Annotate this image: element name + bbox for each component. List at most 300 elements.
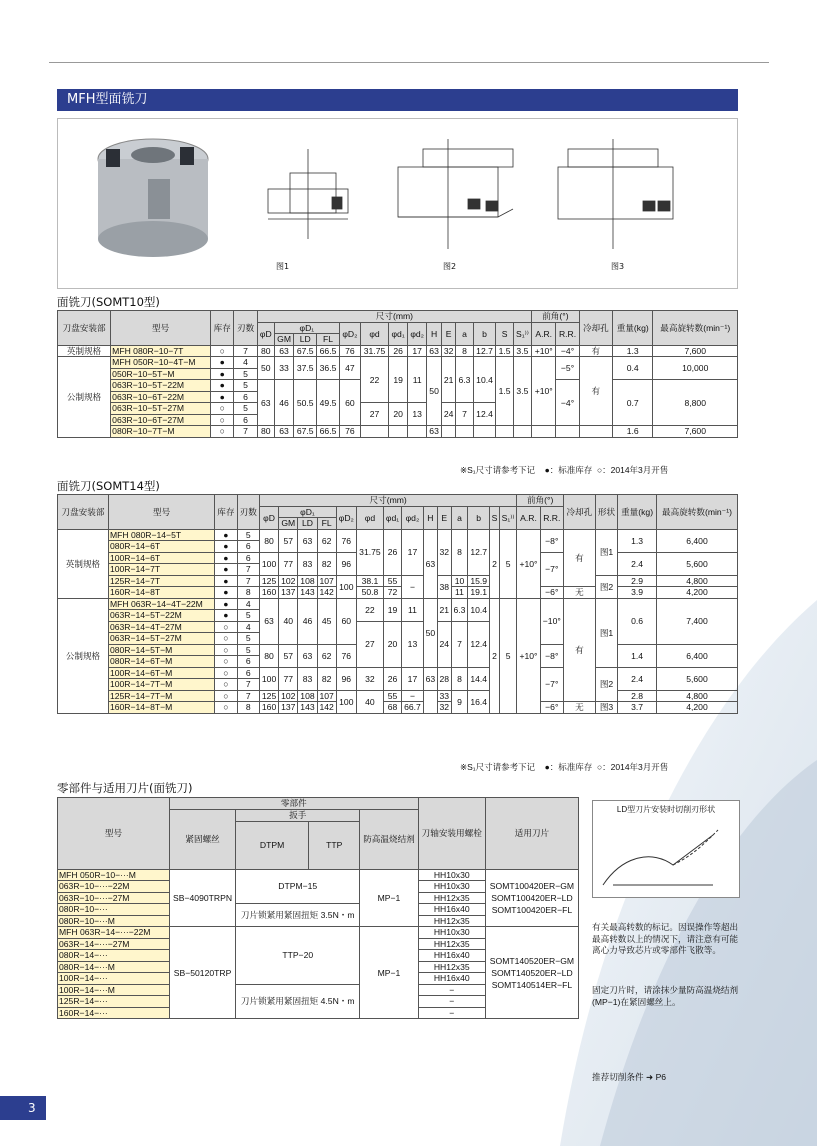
table-cell: 4,800	[656, 690, 737, 702]
table-cell: 7	[237, 564, 259, 576]
table-cell: LD	[298, 518, 317, 530]
table-cell: 125	[259, 575, 278, 587]
table-cell: 尺寸(mm)	[259, 495, 516, 507]
table-cell: a	[456, 322, 473, 345]
table-cell: 3.5	[513, 345, 531, 357]
table-cell: 英制规格	[58, 345, 111, 357]
parts-title: 零部件与适用刀片(面铣刀)	[57, 781, 193, 795]
table-cell: HH16x40	[418, 973, 485, 985]
table-cell: SB−4090TRPN	[170, 869, 236, 927]
table-cell: 6,400	[656, 644, 737, 667]
table-cell: 4	[237, 621, 259, 633]
table-cell: R.R.	[556, 322, 579, 345]
table-cell: 6.3	[456, 357, 473, 403]
table-cell: HH12x35	[418, 961, 485, 973]
table-cell: DTPM	[236, 821, 309, 869]
table-cell: 0.4	[613, 357, 653, 380]
table-cell: MFH 050R−10−4T−M	[111, 357, 211, 369]
table-cell: 160R−14−···	[58, 1007, 170, 1019]
table-cell: 50.8	[356, 587, 383, 599]
table-cell: ●	[215, 598, 237, 610]
table-cell: 12.4	[473, 403, 496, 426]
table-cell: MFH 050R−10−···M	[58, 869, 170, 881]
table-cell: 22	[356, 598, 383, 621]
table-row	[58, 927, 579, 939]
table-cell: 40	[279, 598, 298, 644]
table-cell: 107	[317, 575, 336, 587]
table-cell: 50.5	[294, 380, 317, 426]
table-cell: HH16x40	[418, 904, 485, 916]
ld-diagram-title: LD型刀片安装时切削刃形状	[616, 805, 716, 814]
table-cell	[389, 426, 408, 438]
table-cell: SOMT100420ER−GM SOMT100420ER−LD SOMT100420ER−FL	[485, 869, 578, 927]
table-cell: 063R−10−···−22M	[58, 881, 170, 893]
fig3-drawing	[558, 139, 673, 249]
arrow-icon: ➜	[645, 1072, 654, 1082]
fig1-caption: 图1	[276, 262, 290, 271]
table-cell	[532, 426, 556, 438]
table-cell: −5°	[556, 357, 579, 380]
table-cell: 5	[234, 403, 257, 415]
table-cell: 137	[279, 587, 298, 599]
table-cell: 27	[360, 403, 388, 426]
table-cell: 24	[441, 403, 456, 426]
table-cell: 57	[279, 529, 298, 552]
table-cell: 7	[234, 426, 257, 438]
table-cell: 2.4	[618, 667, 657, 690]
table-cell: S	[496, 322, 513, 345]
table-cell: 8	[237, 702, 259, 714]
table-cell: 19	[384, 598, 402, 621]
table-row	[58, 667, 738, 679]
table-cell: 32	[356, 667, 383, 690]
table-cell: 10.4	[468, 598, 490, 621]
table-cell: 5	[237, 633, 259, 645]
table-cell: 063R−10−5T−22M	[111, 380, 211, 392]
table-cell: 77	[279, 552, 298, 575]
fig1-drawing	[268, 149, 348, 239]
table-cell: 5	[499, 598, 517, 713]
table-cell: FL	[317, 334, 340, 346]
table-cell: 15.9	[468, 575, 490, 587]
table-cell: 库存	[211, 311, 234, 346]
table-cell: 080R−14−···	[58, 950, 170, 962]
table-cell: 2	[490, 598, 500, 713]
table-cell: 6	[234, 391, 257, 403]
table-cell: 4	[234, 357, 257, 369]
table-cell: φD₁	[274, 322, 339, 334]
table-cell: 142	[317, 587, 336, 599]
table-cell: ○	[215, 656, 237, 668]
table-cell: 库存	[215, 495, 237, 530]
table2-title: 面铣刀(SOMT14型)	[57, 479, 160, 493]
table-cell: 12.7	[468, 529, 490, 575]
table-cell: 83	[298, 552, 317, 575]
table-cell: 55	[384, 575, 402, 587]
table-cell: 100R−14−···	[58, 973, 170, 985]
table-cell: a	[451, 506, 468, 529]
table-cell: 4,800	[656, 575, 737, 587]
table-cell: 142	[317, 702, 336, 714]
table-cell: 125	[259, 690, 278, 702]
table-cell	[579, 426, 612, 438]
table-cell: φd	[356, 506, 383, 529]
figure-panel	[57, 118, 738, 289]
table-cell: 36.5	[317, 357, 340, 380]
table-cell: 防高温烧结剂	[360, 809, 418, 869]
table-cell: 108	[298, 575, 317, 587]
table-cell: S	[490, 506, 500, 529]
table-cell: −6°	[540, 587, 563, 599]
table-cell: 无	[563, 702, 595, 714]
table-cell: 125R−14−···	[58, 996, 170, 1008]
table-row	[58, 345, 738, 357]
table-cell: 零部件	[170, 798, 419, 810]
table-cell: ○	[211, 426, 234, 438]
table-cell: GM	[274, 334, 293, 346]
table-cell: −4°	[556, 380, 579, 426]
table-cell: 刃数	[237, 495, 259, 530]
table-cell: φd₂	[408, 322, 427, 345]
table-cell: 46	[274, 380, 293, 426]
table-cell: −	[418, 984, 485, 996]
table-cell: 57	[279, 644, 298, 667]
table-cell: 63	[257, 380, 274, 426]
table-cell: ○	[215, 633, 237, 645]
table-cell: 5	[499, 529, 517, 598]
table-cell: 63	[274, 345, 293, 357]
table-cell: 63	[427, 426, 442, 438]
table-cell: ○	[215, 644, 237, 656]
table-cell: ●	[211, 380, 234, 392]
table-cell	[473, 426, 496, 438]
table-cell: 5	[237, 610, 259, 622]
table-cell: 31.75	[360, 345, 388, 357]
table-cell: SOMT140520ER−GM SOMT140520ER−LD SOMT140514ER−FL	[485, 927, 578, 1019]
table-cell: 3.7	[618, 702, 657, 714]
table-cell: −8°	[540, 529, 563, 552]
table-cell: 7	[237, 679, 259, 691]
table-cell: 50	[427, 357, 442, 426]
table-row	[58, 426, 738, 438]
table-cell: HH12x35	[418, 892, 485, 904]
cutting-conditions-link[interactable]: 推荐切削条件 ➜ P6	[592, 1072, 667, 1082]
table-cell: 5	[237, 529, 259, 541]
table-cell: 4,200	[656, 702, 737, 714]
table-row	[58, 598, 738, 610]
table-cell: 63	[427, 345, 442, 357]
table-cell: 图1	[595, 529, 617, 575]
table-cell: 63	[259, 598, 278, 644]
table-cell	[423, 690, 437, 713]
table-cell: 4,200	[656, 587, 737, 599]
table-cell: 10	[451, 575, 468, 587]
table-cell: −	[402, 575, 424, 598]
table-cell: 前角(°)	[517, 495, 564, 507]
table-cell: 102	[279, 575, 298, 587]
table-cell: 1.5	[496, 357, 513, 426]
table-cell: 12.4	[468, 621, 490, 667]
table-cell: 160R−14−8T−M	[108, 702, 214, 714]
table-cell: −	[418, 996, 485, 1008]
table-cell: 080R−10−···M	[58, 915, 170, 927]
table-cell: b	[468, 506, 490, 529]
table-cell: 7,600	[653, 426, 738, 438]
table-cell: φd	[360, 322, 388, 345]
table-cell: 7	[234, 345, 257, 357]
table-cell: 40	[356, 690, 383, 713]
table-cell: 7	[237, 690, 259, 702]
table-cell: 14.4	[468, 667, 490, 690]
table-cell: ●	[215, 575, 237, 587]
table-row	[58, 357, 738, 369]
rpm-note: 有关最高转数的标记。因误操作等超出最高转数以上的情况下，请注意有可能离心力导致芯片或零部件飞散等。	[592, 922, 739, 955]
table-cell: E	[437, 506, 451, 529]
top-rule	[49, 62, 769, 63]
table-cell: 80	[257, 345, 274, 357]
table-cell: 图3	[595, 702, 617, 714]
table-cell: 49.5	[317, 380, 340, 426]
table-cell: φD₁	[279, 506, 337, 518]
table-cell: 63	[298, 644, 317, 667]
table-cell: 形状	[595, 495, 617, 530]
table-cell: 11	[408, 357, 427, 403]
table-cell: 100R−14−6T	[108, 552, 214, 564]
table-cell: 刀片锁紧用紧固扭矩 4.5N・m	[236, 984, 360, 1019]
table-cell: 33	[274, 357, 293, 380]
table-cell: 刀盘安装部	[58, 311, 111, 346]
table-cell: φD	[259, 506, 278, 529]
table-cell: 有	[579, 345, 612, 357]
table-cell: 125R−14−7T−M	[108, 690, 214, 702]
table-cell: GM	[279, 518, 298, 530]
page-number: 3	[0, 1096, 46, 1120]
table-cell: 50	[423, 598, 437, 667]
table-cell: 63	[423, 529, 437, 598]
table-cell: −8°	[540, 644, 563, 667]
table-cell: 0.7	[613, 380, 653, 426]
table-cell: 63	[423, 667, 437, 690]
table-cell: 6	[237, 541, 259, 553]
table-cell: HH10x30	[418, 881, 485, 893]
table-cell: 前角(°)	[532, 311, 580, 323]
table-cell: 107	[317, 690, 336, 702]
table-row	[58, 529, 738, 541]
table-cell: ●	[215, 552, 237, 564]
table-cell: 46	[298, 598, 317, 644]
fig2-caption: 图2	[443, 262, 457, 271]
table-cell: 5	[237, 644, 259, 656]
table-cell: 1.5	[496, 345, 513, 357]
table-cell: 32	[437, 529, 451, 575]
table-cell: 80	[259, 529, 278, 552]
table-cell: 最高旋转数(min⁻¹)	[656, 495, 737, 530]
somt14-table	[57, 494, 738, 714]
table-cell: 17	[402, 667, 424, 690]
table-cell: 6	[237, 667, 259, 679]
table-cell: 063R−10−5T−27M	[111, 403, 211, 415]
table-cell: −6°	[540, 702, 563, 714]
table-cell: 4	[237, 598, 259, 610]
table-cell: 1.4	[618, 644, 657, 667]
table-cell: 17	[402, 529, 424, 575]
table-cell: 1.3	[618, 529, 657, 552]
table-cell: 100	[336, 575, 356, 598]
table-cell: 33	[437, 690, 451, 702]
table-cell: 8	[451, 667, 468, 690]
table-cell: 7,400	[656, 598, 737, 644]
table-cell: 76	[339, 345, 360, 357]
fig2-drawing	[398, 139, 513, 249]
table-cell: 有	[563, 598, 595, 702]
table-cell: 100	[259, 667, 278, 690]
table-cell: +10°	[517, 529, 540, 598]
table-cell: 063R−14−4T−27M	[108, 621, 214, 633]
table-cell: 050R−10−5T−M	[111, 368, 211, 380]
table-cell: 刀轴安装用螺栓	[418, 798, 485, 870]
table-cell	[408, 426, 427, 438]
table-cell: φd₁	[389, 322, 408, 345]
table-cell: 63	[298, 529, 317, 552]
table-cell: 143	[298, 702, 317, 714]
table-row	[58, 869, 579, 881]
table-cell: 37.5	[294, 357, 317, 380]
table-cell: FL	[317, 518, 336, 530]
table-cell: 17	[408, 345, 427, 357]
table-cell: 最高旋转数(min⁻¹)	[653, 311, 738, 346]
table-cell: b	[473, 322, 496, 345]
table-cell: 47	[339, 357, 360, 380]
table-cell: 100R−14−7T	[108, 564, 214, 576]
table-cell: 080R−14−6T	[108, 541, 214, 553]
table-cell: 2.9	[618, 575, 657, 587]
table-cell: 冷却孔	[579, 311, 612, 346]
table-cell: 11	[451, 587, 468, 599]
table-cell: ●	[215, 610, 237, 622]
table-cell: DTPM−15	[236, 869, 360, 904]
table-cell	[496, 426, 513, 438]
table-cell: 080R−10−7T−M	[111, 426, 211, 438]
table-cell	[360, 426, 388, 438]
table-cell: 英制规格	[58, 529, 109, 598]
table-cell: 76	[336, 529, 356, 552]
table-cell: 16.4	[468, 690, 490, 713]
table-cell: −7°	[540, 552, 563, 587]
table-cell: 7	[451, 621, 468, 667]
table-cell: 26	[384, 667, 402, 690]
table-cell: ○	[215, 621, 237, 633]
table-cell: 图1	[595, 598, 617, 667]
table-cell: 76	[336, 644, 356, 667]
table-cell: 6	[234, 414, 257, 426]
table-row	[58, 702, 738, 714]
table-cell: 型号	[58, 798, 170, 870]
table-cell: S₁⁾⁾	[499, 506, 517, 529]
table-cell: 无	[563, 587, 595, 599]
table-cell: 62	[317, 644, 336, 667]
cutter-photo	[98, 139, 208, 257]
table-cell: −7°	[540, 667, 563, 702]
ld-edge-drawing	[593, 815, 739, 895]
parts-table	[57, 797, 579, 1019]
table-cell: 100R−14−···M	[58, 984, 170, 996]
table-cell: ○	[215, 679, 237, 691]
cutter-drawings	[58, 119, 739, 290]
table-cell: 76	[339, 426, 360, 438]
table-cell: 063R−10−6T−27M	[111, 414, 211, 426]
table-cell: 3.5	[513, 357, 531, 426]
table-cell: HH10x30	[418, 927, 485, 939]
table-cell	[441, 426, 456, 438]
table-cell: ○	[215, 667, 237, 679]
table-cell: 8	[237, 587, 259, 599]
table-cell: 7	[456, 403, 473, 426]
table-cell: 19.1	[468, 587, 490, 599]
table-cell: MFH 080R−14−5T	[108, 529, 214, 541]
table-cell: 19	[389, 357, 408, 403]
table-cell: 6	[237, 656, 259, 668]
table-cell: φd₁	[384, 506, 402, 529]
table-cell: 66.7	[402, 702, 424, 714]
table-cell: 5,600	[656, 667, 737, 690]
table-cell: MFH 063R−14−4T−22M	[108, 598, 214, 610]
fig3-caption: 图3	[611, 262, 625, 271]
table-cell: 100	[336, 690, 356, 713]
table-cell: 有	[563, 529, 595, 587]
table-cell: 102	[279, 690, 298, 702]
table-cell: ○	[211, 414, 234, 426]
table-cell: 7,600	[653, 345, 738, 357]
table-cell: 11	[402, 598, 424, 621]
table-row	[58, 587, 738, 599]
table-cell: E	[441, 322, 456, 345]
table-cell: 137	[279, 702, 298, 714]
table-cell: 66.5	[317, 345, 340, 357]
table-cell: 143	[298, 587, 317, 599]
section-banner: MFH型面铣刀	[57, 89, 738, 111]
table-cell: 图2	[595, 575, 617, 598]
table-cell: MP−1	[360, 869, 418, 927]
table-cell: 160R−14−8T	[108, 587, 214, 599]
table-cell: −	[418, 1007, 485, 1019]
table-cell: A.R.	[517, 506, 540, 529]
table-row	[58, 690, 738, 702]
table2-note: ※S₁尺寸请参考下记 ●：标准库存 ○：2014年3月开售	[460, 762, 669, 772]
table-cell: 22	[360, 357, 388, 403]
table-cell: 77	[279, 667, 298, 690]
table-cell: 1.3	[613, 345, 653, 357]
table-cell: MFH 063R−14−···−22M	[58, 927, 170, 939]
table-cell: 72	[384, 587, 402, 599]
table-cell: 32	[441, 345, 456, 357]
table-cell: 60	[336, 598, 356, 644]
table-cell: 96	[336, 552, 356, 575]
table-cell: 160	[259, 587, 278, 599]
table-cell: 45	[317, 598, 336, 644]
table-cell: ●	[211, 368, 234, 380]
table-cell: 27	[356, 621, 383, 667]
table-cell: 13	[408, 403, 427, 426]
table-cell: LD	[294, 334, 317, 346]
table-cell: ●	[211, 357, 234, 369]
table-cell: 公制规格	[58, 598, 109, 713]
table-cell: ○	[211, 345, 234, 357]
table-cell: HH12x35	[418, 938, 485, 950]
table-cell: 公制规格	[58, 357, 111, 438]
table-cell: φd₂	[402, 506, 424, 529]
table-cell: 80	[257, 426, 274, 438]
table-cell: 6.3	[451, 598, 468, 621]
